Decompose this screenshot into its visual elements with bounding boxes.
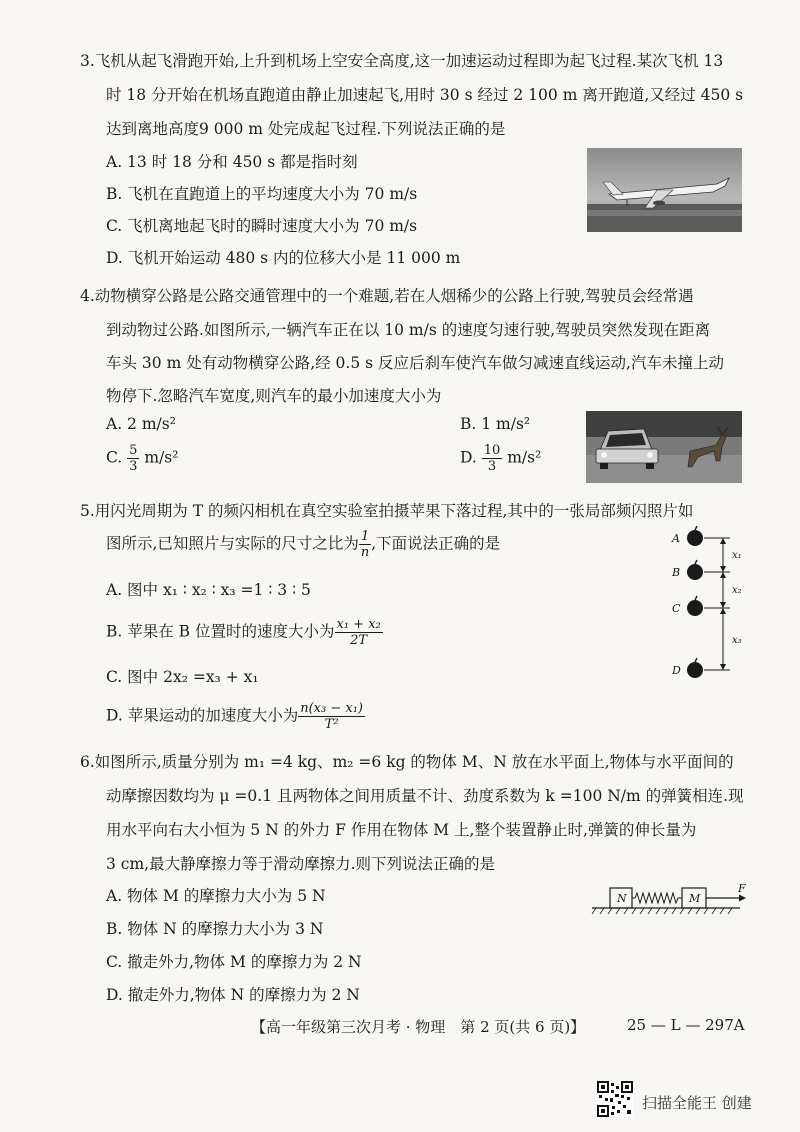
option-d-fraction [482, 444, 503, 473]
question-3-number: 3. [80, 52, 95, 70]
question-6-option-d: D. 撤走外力,物体 N 的摩擦力为 2 N [106, 986, 360, 1004]
question-4-option-c [106, 444, 178, 473]
label-n: N [617, 892, 627, 905]
question-3-line-3: 达到离地高度9 000 m 处完成起飞过程.下列说法正确的是 [106, 120, 506, 138]
option-d-text: D. 苹果运动的加速度大小为 [106, 706, 299, 725]
question-5-text-2a: 图所示,已知照片与实际的尺寸之比为 [106, 534, 359, 553]
fraction-denominator: 3 [129, 459, 138, 474]
label-m: M [689, 892, 701, 905]
fraction-numerator: 1 [360, 529, 370, 544]
question-3-line-1 [80, 49, 723, 71]
fraction-numerator: x₁ + x₂ [336, 617, 381, 632]
question-6-option-c: C. 撤走外力,物体 M 的摩擦力为 2 N [106, 953, 362, 971]
spring-blocks-figure [590, 880, 758, 916]
fraction-denominator: n [360, 545, 370, 560]
option-c-label: C. [106, 448, 123, 467]
option-d-fraction [298, 702, 365, 731]
option-c-unit: m/s² [144, 448, 179, 467]
question-4-option-b: B. 1 m/s² [460, 415, 531, 433]
question-3-text-1: 飞机从起飞滑跑开始,上升到机场上空安全高度,这一加速运动过程即为起飞过程.某次飞机 13 [94, 52, 724, 70]
apple-strobe-figure [668, 526, 760, 686]
size-ratio-fraction [359, 530, 371, 559]
fraction-numerator: n(x₃ − x₁) [300, 701, 363, 716]
question-6-line-1 [80, 750, 734, 772]
question-5-text-1: 用闪光周期为 T 的频闪相机在真空实验室拍摄苹果下落过程,其中的一张局部频闪照片如 [94, 502, 694, 520]
watermark-text: 扫描全能王 创建 [642, 1094, 752, 1112]
airplane-photo [587, 148, 742, 232]
question-6-option-a: A. 物体 M 的摩擦力大小为 5 N [106, 887, 326, 905]
apple-icon-c [687, 596, 703, 616]
question-6-line-4: 3 cm,最大静摩擦力等于滑动摩擦力.则下列说法正确的是 [106, 855, 496, 873]
question-4-option-d [460, 444, 541, 473]
question-3-option-d: D. 飞机开始运动 480 s 内的位移大小是 11 000 m [106, 249, 461, 267]
question-5-line-1 [80, 499, 693, 521]
question-6-line-2: 动摩擦因数均为 μ =0.1 且两物体之间用质量不计、劲度系数为 k =100 N/m 的弹簧相连.现 [106, 787, 744, 805]
car-deer-photo [586, 411, 742, 483]
label-a: A [672, 532, 680, 545]
option-d-label: D. [460, 448, 477, 467]
force-arrow-icon [739, 895, 746, 902]
question-5-line-2 [106, 530, 500, 559]
question-6-line-3: 用水平向右大小恒为 5 N 的外力 F 作用在物体 M 上,整个装置静止时,弹簧的伸长量为 [106, 821, 697, 839]
apple-icon-d [687, 658, 703, 678]
label-x2: x₂ [732, 585, 742, 596]
question-6-text-1: 如图所示,质量分别为 m₁ =4 kg、m₂ =6 kg 的物体 M、N 放在水平面上,物体与水平面间的 [94, 753, 734, 771]
question-5-option-d [106, 702, 365, 731]
question-6-option-b: B. 物体 N 的摩擦力大小为 3 N [106, 920, 324, 938]
option-b-text: B. 苹果在 B 位置时的速度大小为 [106, 622, 335, 641]
question-4-line-4: 物停下.忽略汽车宽度,则汽车的最小加速度大小为 [106, 387, 442, 405]
question-6-number: 6. [80, 753, 95, 771]
page-footer-code: 25 — L — 297A [627, 1016, 745, 1034]
fraction-numerator: 5 [129, 443, 138, 458]
page-footer-title: 【高一年级第三次月考 · 物理 第 2 页(共 6 页)】 [251, 1018, 586, 1036]
question-5-option-a: A. 图中 x₁ ∶ x₂ ∶ x₃ =1 ∶ 3 ∶ 5 [106, 581, 311, 599]
qr-code-icon [597, 1081, 633, 1117]
label-x3: x₃ [732, 635, 742, 646]
question-5-option-b [106, 618, 383, 647]
apple-icon-a [687, 526, 703, 546]
question-4-option-a: A. 2 m/s² [106, 415, 176, 433]
question-4-line-1 [80, 284, 694, 306]
question-4-line-2: 到动物过公路.如图所示,一辆汽车正在以 10 m/s 的速度匀速行驶,驾驶员突然发现在距离 [106, 321, 711, 339]
fraction-denominator: 2T [350, 633, 368, 648]
question-5-number: 5. [80, 502, 95, 520]
option-c-fraction [127, 444, 139, 473]
fraction-denominator: T² [324, 717, 339, 732]
fraction-denominator: 3 [487, 459, 497, 474]
fraction-numerator: 10 [483, 443, 501, 458]
label-b: B [672, 566, 681, 579]
question-5-option-c: C. 图中 2x₂ =x₃ + x₁ [106, 668, 259, 686]
label-c: C [672, 602, 681, 615]
spring-icon [632, 893, 682, 903]
option-d-unit: m/s² [507, 448, 542, 467]
question-3-option-a: A. 13 时 18 分和 450 s 都是指时刻 [106, 153, 358, 171]
label-d: D [672, 664, 681, 677]
label-f: F [738, 882, 746, 895]
question-3-option-b: B. 飞机在直跑道上的平均速度大小为 70 m/s [106, 185, 418, 203]
label-x1: x₁ [732, 550, 742, 561]
option-b-fraction [335, 618, 383, 647]
question-5-text-2b: ,下面说法正确的是 [371, 534, 501, 553]
question-4-text-1: 动物横穿公路是公路交通管理中的一个难题,若在人烟稀少的公路上行驶,驾驶员会经常遇 [94, 287, 694, 305]
apple-icon-b [687, 560, 703, 580]
question-3-line-2: 时 18 分开始在机场直跑道由静止加速起飞,用时 30 s 经过 2 100 m 离开跑道,又经过 450 s [106, 86, 744, 104]
question-4-number: 4. [80, 287, 95, 305]
question-4-line-3: 车头 30 m 处有动物横穿公路,经 0.5 s 反应后刹车使汽车做匀减速直线运动,汽车未撞上动 [106, 354, 724, 372]
question-3-option-c: C. 飞机离地起飞时的瞬时速度大小为 70 m/s [106, 217, 418, 235]
